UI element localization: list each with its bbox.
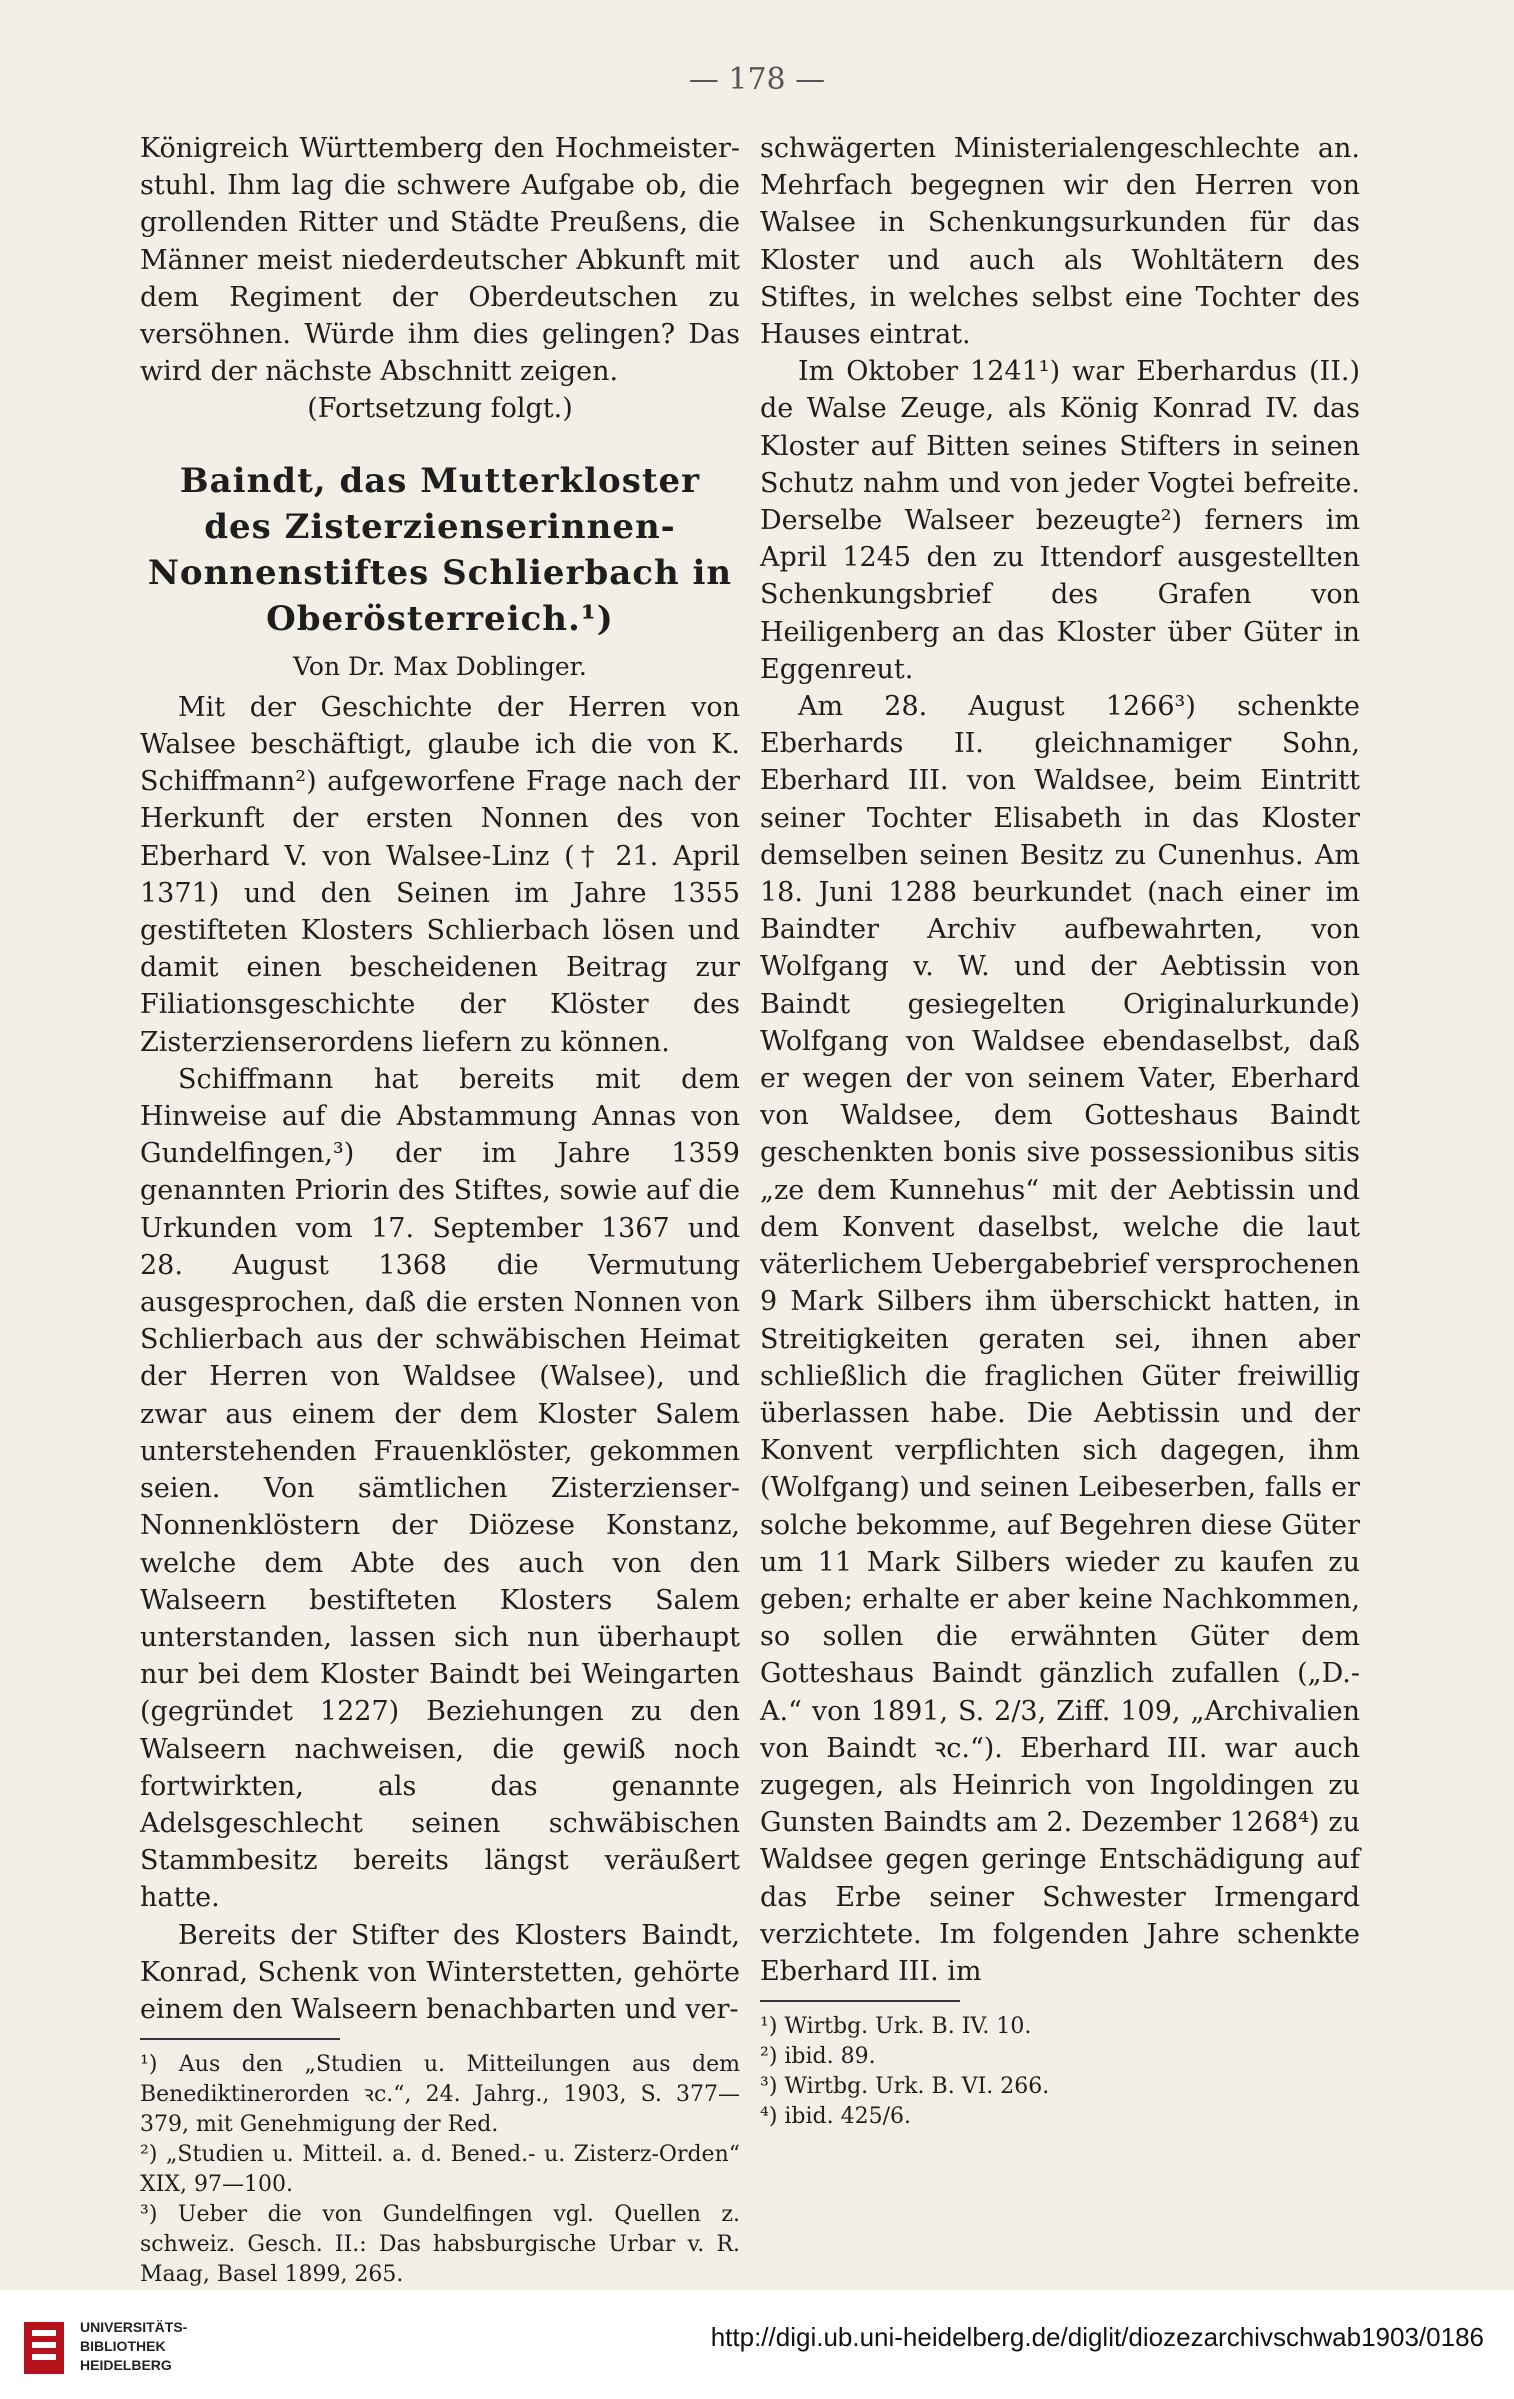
logo-line: BIBLIOTHEK (80, 2338, 166, 2354)
intro-paragraph: Königreich Württemberg den Hochmeister-stuhl. Ihm lag die schwere Aufgabe ob, die grollenden Ritter und Städte Preußens, die Männer meist niederdeutscher Abkunft mit dem Regiment der Oberdeutschen zu versöhnen. Würde ihm dies gelingen? Das wird der nächste Abschnitt zeigen. (140, 133, 740, 388)
footnote: ¹) Wirtbg. Urk. B. IV. 10. (760, 2014, 1032, 2040)
footnote: ²) ibid. 89. (760, 2044, 876, 2070)
right-column (760, 130, 1360, 2132)
logo-line: UNIVERSITÄTS- (80, 2319, 188, 2335)
body-paragraph: Mit der Geschichte der Herren von Walsee beschäftigt, glaube ich die von K. Schiffmann²) aufgeworfene Frage nach der Herkunft der ersten Nonnen des von Eberhard V. von Walsee-Linz († 21. April 1371) und den Seinen im Jahre 1355 gestifteten Klosters Schlierbach lösen und damit einen bescheidenen Beitrag zur Filiationsgeschichte der Klöster des Zisterzienserordens liefern zu können. (140, 691, 740, 1058)
body-paragraph: Bereits der Stifter des Klosters Baindt, Konrad, Schenk von Winterstetten, gehörte einem den Walseern benachbarten und ver- (140, 1919, 740, 2025)
body-paragraph: Am 28. August 1266³) schenkte Eberhards II. gleichnamiger Sohn, Eberhard III. von Waldsee, beim Eintritt seiner Tochter Elisabeth in das Kloster demselben seinen Besitz zu Cunenhus. Am 18. Juni 1288 beurkundet (nach einer im Baindter Archiv aufbewahrten, von Wolfgang v. W. und der Aebtissin von Baindt gesiegelten Originalurkunde) Wolfgang von Waldsee ebendaselbst, daß er wegen der von seinem Vater, Eberhard von Waldsee, dem Gotteshaus Baindt geschenkten bonis sive possessionibus sitis „ze dem Kunnehus“ mit der Aebtissin und dem Konvent daselbst, welche die laut väterlichem Uebergabebrief versprochenen 9 Mark Silbers ihm überschickt hatten, in Streitigkeiten geraten sei, ihnen aber schließlich die fraglichen Güter freiwillig überlassen habe. Die Aebtissin und der Konvent verpflichten sich dagegen, ihm (Wolfgang) und seinen Leibeserben, falls er solche bekomme, auf Begehren diese Güter um 11 Mark Silbers wieder zu kaufen zu geben; erhalte er aber keine Nachkommen, so sollen die erwähnten Güter dem Gotteshaus Baindt gänzlich zufallen („D.-A.“ von 1891, S. 2/3, Ziff. 109, „Archivalien von Baindt ꝛc.“). Eberhard III. war auch zugegen, als Heinrich von Ingoldingen zu Gunsten Baindts am 2. Dezember 1268⁴) zu Waldsee gegen geringe Entschädigung auf das Erbe seiner Schwester Irmengard verzichtete. Im folgenden Jahre schenkte Eberhard III. im (760, 691, 1360, 1987)
footnote-divider (760, 2000, 960, 2002)
page-number: — 178 — (688, 62, 826, 97)
body-paragraph: Im Oktober 1241¹) war Eberhardus (II.) de Walse Zeuge, als König Konrad IV. das Kloster auf Bitten seines Stifters in seinen Schutz nahm und von jeder Vogtei befreite. Derselbe Walseer bezeugte²) ferners im April 1245 den zu Ittendorf ausgestellten Schenkungsbrief des Grafen von Heiligenberg an das Kloster über Güter in Eggenreut. (760, 356, 1360, 685)
continuation-note: (Fortsetzung folgt.) (307, 393, 573, 425)
library-logo[interactable] (20, 2314, 190, 2386)
footnote: ⁴) ibid. 425/6. (760, 2104, 912, 2130)
article-title: Baindt, das Mutterkloster des Zisterzienserinnen-Nonnenstiftes Schlierbach in Oberösterreich.¹) (147, 460, 733, 639)
footnotes-left (140, 2050, 740, 2290)
left-column (140, 130, 740, 2290)
footnote: ²) „Studien u. Mitteil. a. d. Bened.- u. Zisterz-Orden“ XIX, 97—100. (140, 2142, 740, 2198)
footnote: ³) Ueber die von Gundelfingen vgl. Quellen z. schweiz. Gesch. II.: Das habsburgische Urbar v. R. Maag, Basel 1899, 265. (140, 2202, 740, 2288)
library-seal-icon (20, 2318, 68, 2378)
footnote-divider (140, 2038, 340, 2040)
footnote: ¹) Aus den „Studien u. Mitteilungen aus dem Benediktinerorden ꝛc.“, 24. Jahrg., 1903, S. 377—379, mit Genehmigung der Red. (140, 2052, 740, 2138)
source-url-link[interactable]: http://digi.ub.uni-heidelberg.de/diglit/diozezarchivschwab1903/0186 (710, 2322, 1484, 2352)
footer-bar (0, 2290, 1514, 2399)
body-paragraph: schwägerten Ministerialengeschlechte an. Mehrfach begegnen wir den Herren von Walsee in Schenkungsurkunden für das Kloster und auch als Wohltätern des Stiftes, in welches selbst eine Tochter des Hauses eintrat. (760, 133, 1360, 351)
body-paragraph: Schiffmann hat bereits mit dem Hinweise auf die Abstammung Annas von Gundelfingen,³) der im Jahre 1359 genannten Priorin des Stiftes, sowie auf die Urkunden vom 17. September 1367 und 28. August 1368 die Vermutung ausgesprochen, daß die ersten Nonnen von Schlierbach aus der schwäbischen Heimat der Herren von Waldsee (Walsee), und zwar aus einem der dem Kloster Salem unterstehenden Frauenklöster, gekommen seien. Von sämtlichen Zisterzienser-Nonnenklöstern der Diözese Konstanz, welche dem Abte des auch von den Walseern bestifteten Klosters Salem unterstanden, lassen sich nun überhaupt nur bei dem Kloster Baindt bei Weingarten (gegründet 1227) Beziehungen zu den Walseern nachweisen, die gewiß noch fortwirkten, als das genannte Adelsgeschlecht seinen schwäbischen Stammbesitz bereits längst veräußert hatte. (140, 1063, 740, 1914)
footnote: ³) Wirtbg. Urk. B. VI. 266. (760, 2074, 1050, 2100)
logo-line: HEIDELBERG (80, 2357, 172, 2373)
logo-text (80, 2318, 187, 2375)
footnotes-right (760, 2012, 1360, 2132)
article-author: Von Dr. Max Doblinger. (293, 651, 587, 681)
